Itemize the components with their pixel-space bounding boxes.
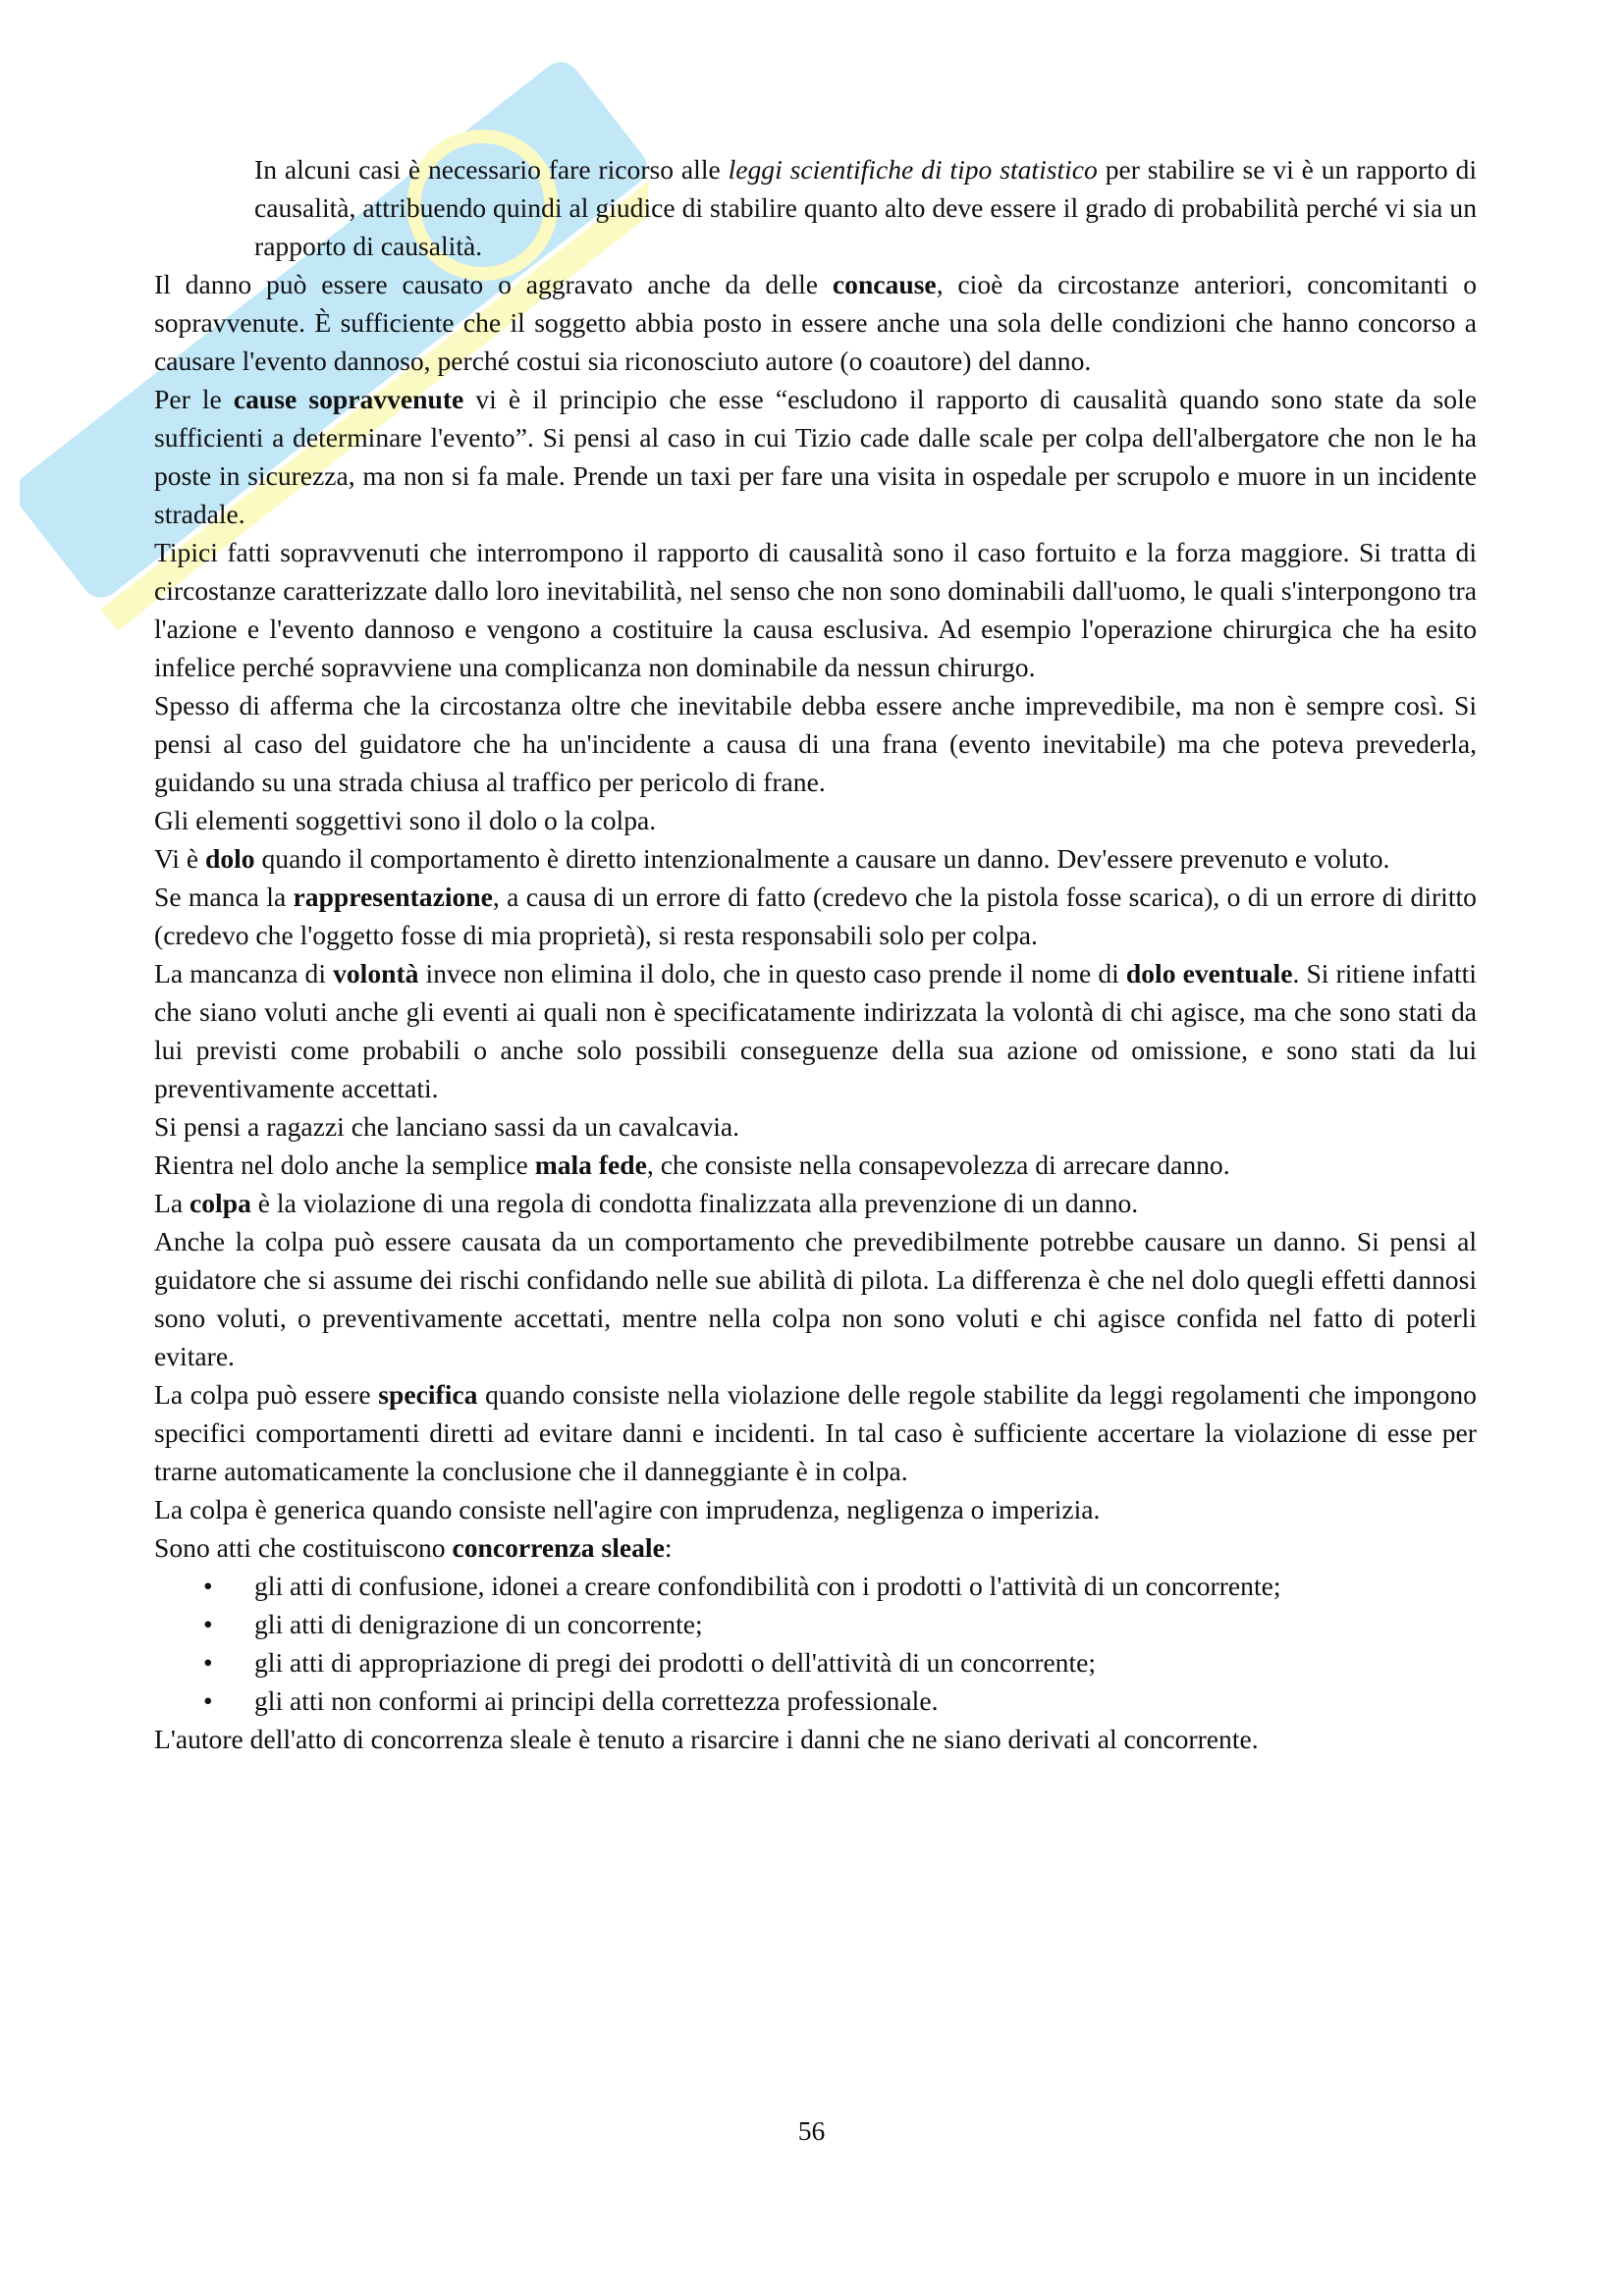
list-item: • gli atti di appropriazione di pregi dei prodotti o dell'attività di un concorrente;	[154, 1643, 1477, 1682]
paragraph-volonta: La mancanza di volontà invece non elimina il dolo, che in questo caso prende il nome di dolo eventuale. Si ritiene infatti che siano voluti anche gli eventi ai quali non è specificatamente indirizzata la volontà di chi agisce, ma che sono stati da lui previsti come probabili o anche solo possibili conseguenze della sua azione od omissione, e sono stati da lui preventivamente accettati.	[154, 958, 1477, 1103]
page-number: 56	[797, 2115, 826, 2146]
term-specifica: specifica	[378, 1379, 478, 1410]
term-colpa: colpa	[189, 1188, 251, 1218]
page-body	[154, 150, 1477, 1758]
paragraph-concause: Il danno può essere causato o aggravato anche da delle concause, cioè da circostanze anteriori, concomitanti o sopravvenute. È sufficiente che il soggetto abbia posto in essere anche una sola delle condizioni che hanno concorso a causare l'evento dannoso, perché costui sia riconosciuto autore (o coautore) del danno.	[154, 269, 1477, 376]
term-rappresentazione: rappresentazione	[293, 881, 493, 912]
term-cause-sopravvenute: cause sopravvenute	[233, 384, 464, 414]
paragraph-mala-fede: Rientra nel dolo anche la semplice mala fede, che consiste nella consapevolezza di arrecare danno.	[154, 1149, 1230, 1180]
term-dolo-eventuale: dolo eventuale	[1125, 958, 1293, 988]
paragraph-risarcimento: L'autore dell'atto di concorrenza sleale è tenuto a risarcire i danni che ne siano derivati al concorrente.	[154, 1724, 1259, 1754]
list-item: • gli atti di denigrazione di un concorrente;	[154, 1605, 1477, 1643]
paragraph-imprevedibile: Spesso di afferma che la circostanza oltre che inevitabile debba essere anche imprevedibile, ma non è sempre così. Si pensi al caso del guidatore che ha un'incidente a causa di una frana (evento inevitabile) ma che poteva prevederla, guidando su una strada chiusa al traffico per pericolo di frane.	[154, 690, 1477, 797]
term-volonta: volontà	[333, 958, 419, 988]
bullet-icon: •	[203, 1647, 213, 1678]
list-item: • gli atti di confusione, idonei a creare confondibilità con i prodotti o l'attività di un concorrente;	[154, 1567, 1477, 1605]
list-item: • gli atti non conformi ai principi della correttezza professionale.	[154, 1682, 1477, 1720]
paragraph-statistical-laws: In alcuni casi è necessario fare ricorso alle leggi scientifiche di tipo statistico per stabilire se vi è un rapporto di causalità, attribuendo quindi al giudice di stabilire quanto alto deve essere il grado di probabilità perché vi sia un rapporto di causalità.	[254, 154, 1477, 261]
emphasis-statistical-laws: leggi scientifiche di tipo statistico	[728, 154, 1098, 185]
paragraph-colpa-prevedibile: Anche la colpa può essere causata da un comportamento che prevedibilmente potrebbe causare un danno. Si pensi al guidatore che si assume dei rischi confidando nelle sue abilità di pilota. La differenza è che nel dolo quegli effetti dannosi sono voluti, o preventivamente accettati, mentre nella colpa non sono voluti e chi agisce confida nel fatto di poterli evitare.	[154, 1226, 1477, 1371]
term-concause: concause	[832, 269, 937, 299]
term-mala-fede: mala fede	[534, 1149, 647, 1180]
paragraph-caso-fortuito: Tipici fatti sopravvenuti che interrompono il rapporto di causalità sono il caso fortuito e la forza maggiore. Si tratta di circostanze caratterizzate dallo loro inevitabilità, nel senso che non sono dominabili dall'uomo, le quali s'interpongono tra l'azione e l'evento dannoso e vengono a costituire la causa esclusiva. Ad esempio l'operazione chirurgica che ha esito infelice perché sopravviene una complicanza non dominabile da nessun chirurgo.	[154, 537, 1477, 682]
paragraph-colpa-generica: La colpa è generica quando consiste nell'agire con imprudenza, negligenza o imperizia.	[154, 1494, 1101, 1524]
paragraph-dolo: Vi è dolo quando il comportamento è diretto intenzionalmente a causare un danno. Dev'essere prevenuto e voluto.	[154, 843, 1390, 874]
paragraph-colpa: La colpa è la violazione di una regola di condotta finalizzata alla prevenzione di un danno.	[154, 1188, 1139, 1218]
paragraph-concorrenza-sleale: Sono atti che costituiscono concorrenza sleale:	[154, 1532, 673, 1563]
paragraph-cavalcavia: Si pensi a ragazzi che lanciano sassi da un cavalcavia.	[154, 1111, 740, 1142]
paragraph-rappresentazione: Se manca la rappresentazione, a causa di un errore di fatto (credevo che la pistola fosse scarica), o di un errore di diritto (credevo che l'oggetto fosse di mia proprietà), si resta responsabili solo per colpa.	[154, 881, 1477, 950]
bullet-icon: •	[203, 1609, 213, 1639]
bullet-icon: •	[203, 1571, 213, 1601]
paragraph-cause-sopravvenute: Per le cause sopravvenute vi è il principio che esse “escludono il rapporto di causalità quando sono state da sole sufficienti a determinare l'evento”. Si pensi al caso in cui Tizio cade dalle scale per colpa dell'albergatore che non le ha poste in sicurezza, ma non si fa male. Prende un taxi per fare una visita in ospedale per scrupolo e muore in un incidente stradale.	[154, 384, 1478, 529]
paragraph-elementi-soggettivi: Gli elementi soggettivi sono il dolo o la colpa.	[154, 805, 657, 835]
term-concorrenza-sleale: concorrenza sleale	[452, 1532, 665, 1563]
paragraph-colpa-specifica: La colpa può essere specifica quando consiste nella violazione delle regole stabilite da leggi regolamenti che impongono specifici comportamenti diretti ad evitare danni e incidenti. In tal caso è sufficiente accertare la violazione di esse per trarne automaticamente la conclusione che il danneggiante è in colpa.	[154, 1379, 1477, 1486]
bullet-icon: •	[203, 1685, 213, 1716]
concorrenza-sleale-list	[154, 1567, 1477, 1720]
term-dolo: dolo	[204, 843, 255, 874]
